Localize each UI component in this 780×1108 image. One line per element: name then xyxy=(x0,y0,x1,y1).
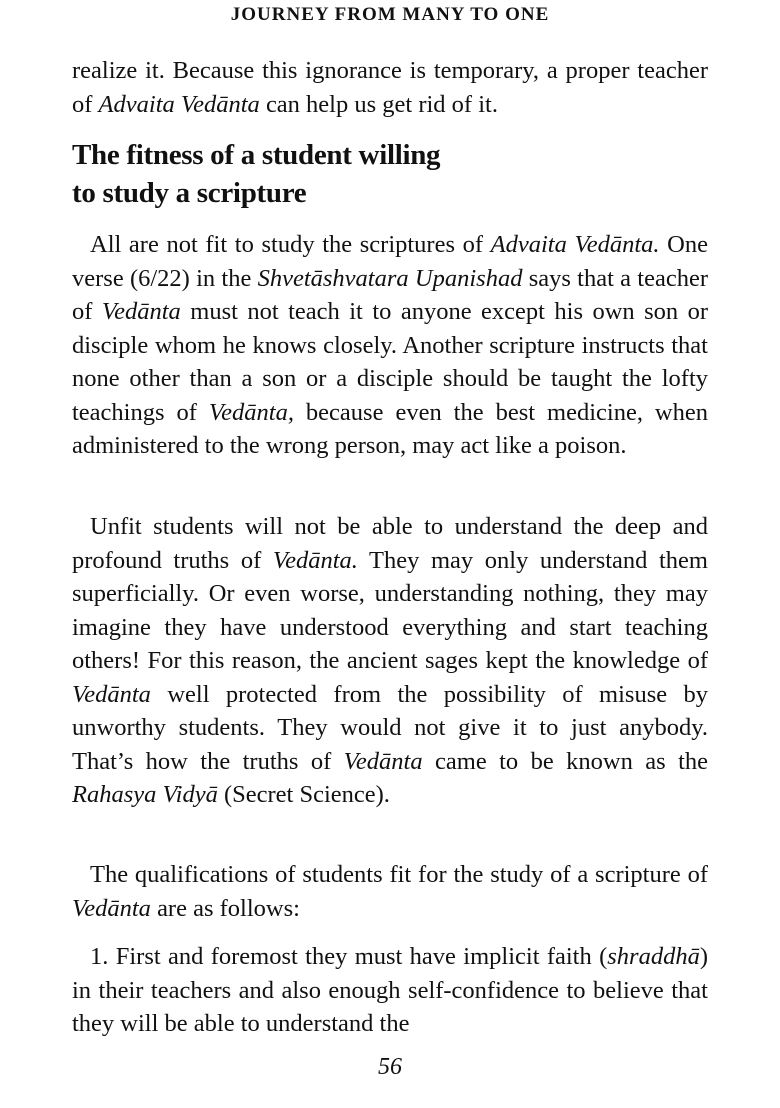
heading-line-1: The fitness of a student willing xyxy=(72,139,441,171)
italic-term: Shvetāshvatara Upanishad xyxy=(257,264,523,292)
paragraph-2 xyxy=(72,510,708,812)
italic-term: Vedānta xyxy=(101,298,181,325)
text-span: must not teach it to anyone except his own son or disciple whom he knows closely. Another scripture instructs that none other than a son or a disciple should be taught the lofty teachings of xyxy=(72,298,708,426)
paragraph-1 xyxy=(72,228,708,463)
text-span: came to be known as the xyxy=(422,747,709,775)
text-span: (Secret Science). xyxy=(217,781,390,808)
text-span: The qualifications of students fit for the study of a scripture of xyxy=(90,861,708,888)
italic-term: Advaita Vedānta xyxy=(98,90,260,118)
italic-term: Rahasya Vidyā xyxy=(72,781,218,808)
text-span: One verse (6/22) in the xyxy=(72,231,708,292)
text-span: ) in their teachers and also enough self-confidence to believe that they will be able to understand the xyxy=(72,943,708,1037)
italic-term: shraddhā xyxy=(607,943,700,970)
text-span: 1. First and foremost they must have implicit faith ( xyxy=(90,943,608,970)
book-page xyxy=(72,0,708,1108)
text-span: says that a teacher of xyxy=(72,264,708,325)
continuation-paragraph xyxy=(72,54,708,121)
text-span: because even the best medicine, when administered to the wrong person, may act like a poison. xyxy=(72,398,708,459)
italic-term: Vedānta, xyxy=(208,398,294,426)
italic-term: Vedānta xyxy=(343,747,423,775)
text-span: well protected from the possibility of misuse by unworthy students. They would not give it to just anybody. That’s how the truths of xyxy=(72,680,708,775)
text-span: can help us get rid of it. xyxy=(259,90,498,118)
paragraph-3 xyxy=(72,858,708,925)
text-span: Unfit students will not be able to understand the deep and profound truths of xyxy=(72,513,708,574)
text-span: are as follows: xyxy=(150,894,300,922)
text-span: All are not fit to study the scriptures of xyxy=(90,231,491,258)
italic-term: Vedānta xyxy=(72,894,151,922)
section-heading xyxy=(72,136,708,212)
heading-line-2: to study a scripture xyxy=(72,177,307,209)
italic-term: Advaita Vedānta. xyxy=(490,231,660,258)
italic-term: Vedānta xyxy=(72,680,151,708)
paragraph-4 xyxy=(72,940,708,1041)
italic-term: Vedānta. xyxy=(272,546,358,574)
text-span: They may only understand them superficially. Or even worse, understanding nothing, they may imagine they have understood everything and start teaching others! For this reason, the ancient sages kept the knowledge of xyxy=(72,546,708,674)
page-number: 56 xyxy=(378,1054,402,1080)
running-head: JOURNEY FROM MANY TO ONE xyxy=(230,4,550,25)
text-span: realize it. Because this ignorance is temporary, a proper teacher of xyxy=(72,57,708,118)
